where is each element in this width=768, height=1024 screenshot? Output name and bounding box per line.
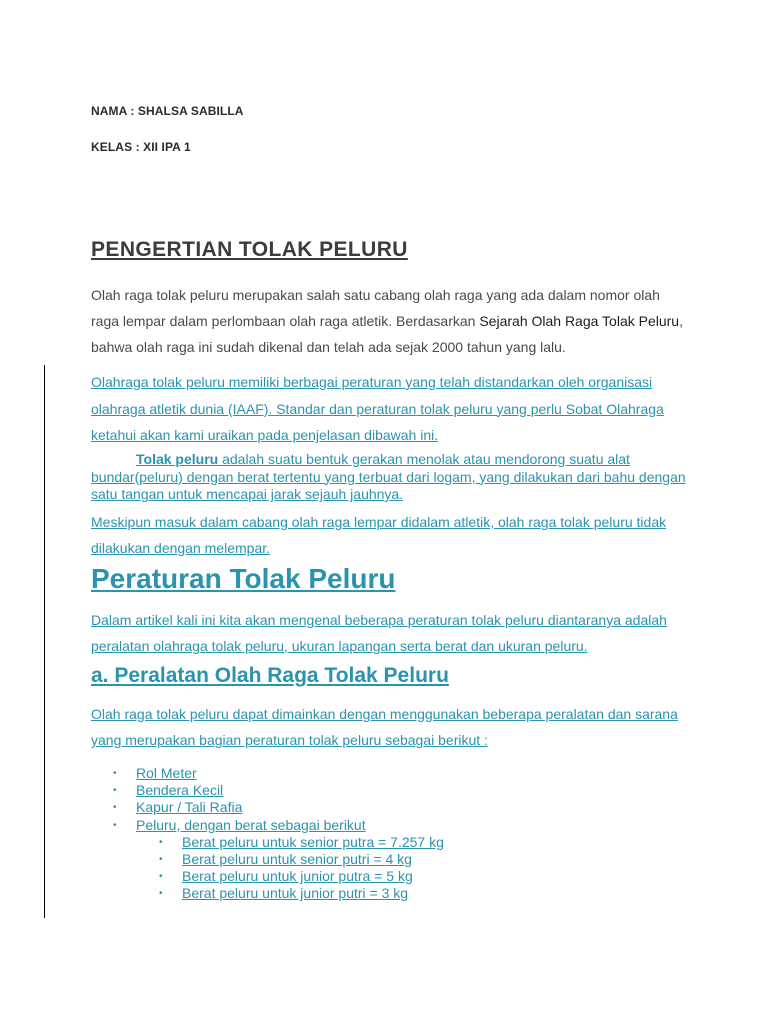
sub-list-item-label: Berat peluru untuk junior putri = 3 kg xyxy=(182,885,409,902)
list-item-label: Kapur / Tali Rafia xyxy=(136,799,243,816)
peralatan-paragraph[interactable]: Olah raga tolak peluru dapat dimainkan dengan menggunakan beberapa peralatan dan sarana yang merupakan bagian peraturan tolak peluru sebagai berikut : xyxy=(91,706,678,748)
olahraga-paragraph[interactable]: Olahraga tolak peluru memiliki berbagai peraturan yang telah distandarkan oleh organisasi olahraga atletik dunia (IAAF). Standar dan peraturan tolak peluru yang perlu Sobat Olahraga ketahui akan kami uraikan pada penjelasan dibawah ini. xyxy=(91,374,664,443)
meskipun-paragraph[interactable]: Meskipun masuk dalam cabang olah raga lempar didalam atletik, olah raga tolak peluru tidak dilakukan dengan melempar. xyxy=(91,514,667,556)
equipment-list xyxy=(113,765,444,903)
intro-text-2: , bahwa olah raga ini sudah dikenal dan telah ada sejak 2000 tahun yang lalu. xyxy=(91,313,683,355)
list-item[interactable] xyxy=(113,782,444,799)
peraturan-paragraph[interactable]: Dalam artikel kali ini kita akan mengenal beberapa peraturan tolak peluru diantaranya adalah peralatan olahraga tolak peluru, ukuran lapangan serta berat dan ukuran peluru. xyxy=(91,612,667,654)
list-item[interactable] xyxy=(113,765,444,782)
sub-list-item-label: Berat peluru untuk senior putri = 4 kg xyxy=(182,851,412,868)
intro-paragraph xyxy=(91,282,691,360)
intro-highlight: Sejarah Olah Raga Tolak Peluru xyxy=(479,313,680,329)
bullet-icon: • xyxy=(113,819,117,831)
sub-list-item[interactable] xyxy=(159,834,444,851)
intro-text-1: Olah raga tolak peluru merupakan salah satu cabang olah raga yang ada dalam nomor olah raga lempar dalam perlombaan olah raga atletik. Berdasarkan xyxy=(91,287,660,329)
sub-list-item[interactable] xyxy=(159,851,444,868)
sub-list-item[interactable] xyxy=(159,885,444,902)
left-margin-line xyxy=(44,365,45,918)
bullet-icon: • xyxy=(113,768,117,779)
bullet-icon: • xyxy=(159,888,163,900)
section-title-peraturan[interactable]: Peraturan Tolak Peluru xyxy=(91,563,396,594)
bullet-icon: • xyxy=(113,785,117,797)
sub-list-item-label: Berat peluru untuk senior putra = 7.257 kg xyxy=(182,833,444,850)
student-class: KELAS : XII IPA 1 xyxy=(91,140,191,154)
bullet-icon: • xyxy=(159,836,163,848)
section-title-peralatan[interactable]: a. Peralatan Olah Raga Tolak Peluru xyxy=(91,664,449,687)
definition-term: Tolak peluru xyxy=(136,451,219,467)
list-item[interactable] xyxy=(113,817,444,903)
list-item[interactable] xyxy=(113,799,444,816)
list-item-label: Peluru, dengan berat sebagai berikut xyxy=(136,816,366,833)
list-item-label: Bendera Kecil xyxy=(136,782,224,799)
peluru-weight-list xyxy=(136,834,444,903)
student-name: NAMA : SHALSA SABILLA xyxy=(91,104,244,118)
bullet-icon: • xyxy=(159,871,163,883)
definition-paragraph[interactable] xyxy=(91,451,691,504)
definition-text: adalah suatu bentuk gerakan menolak atau mendorong suatu alat bundar(peluru) dengan berat tertentu yang terbuat dari logam, yang dilakukan dari bahu dengan satu tangan untuk mencapai jarak sejauh jauhnya. xyxy=(91,451,686,502)
bullet-icon: • xyxy=(159,854,163,866)
bullet-icon: • xyxy=(113,802,117,814)
sub-list-item-label: Berat peluru untuk junior putra = 5 kg xyxy=(182,868,413,885)
list-item-label: Rol Meter xyxy=(136,765,197,781)
sub-list-item[interactable] xyxy=(159,868,444,885)
section-title-pengertian: PENGERTIAN TOLAK PELURU xyxy=(91,238,408,261)
